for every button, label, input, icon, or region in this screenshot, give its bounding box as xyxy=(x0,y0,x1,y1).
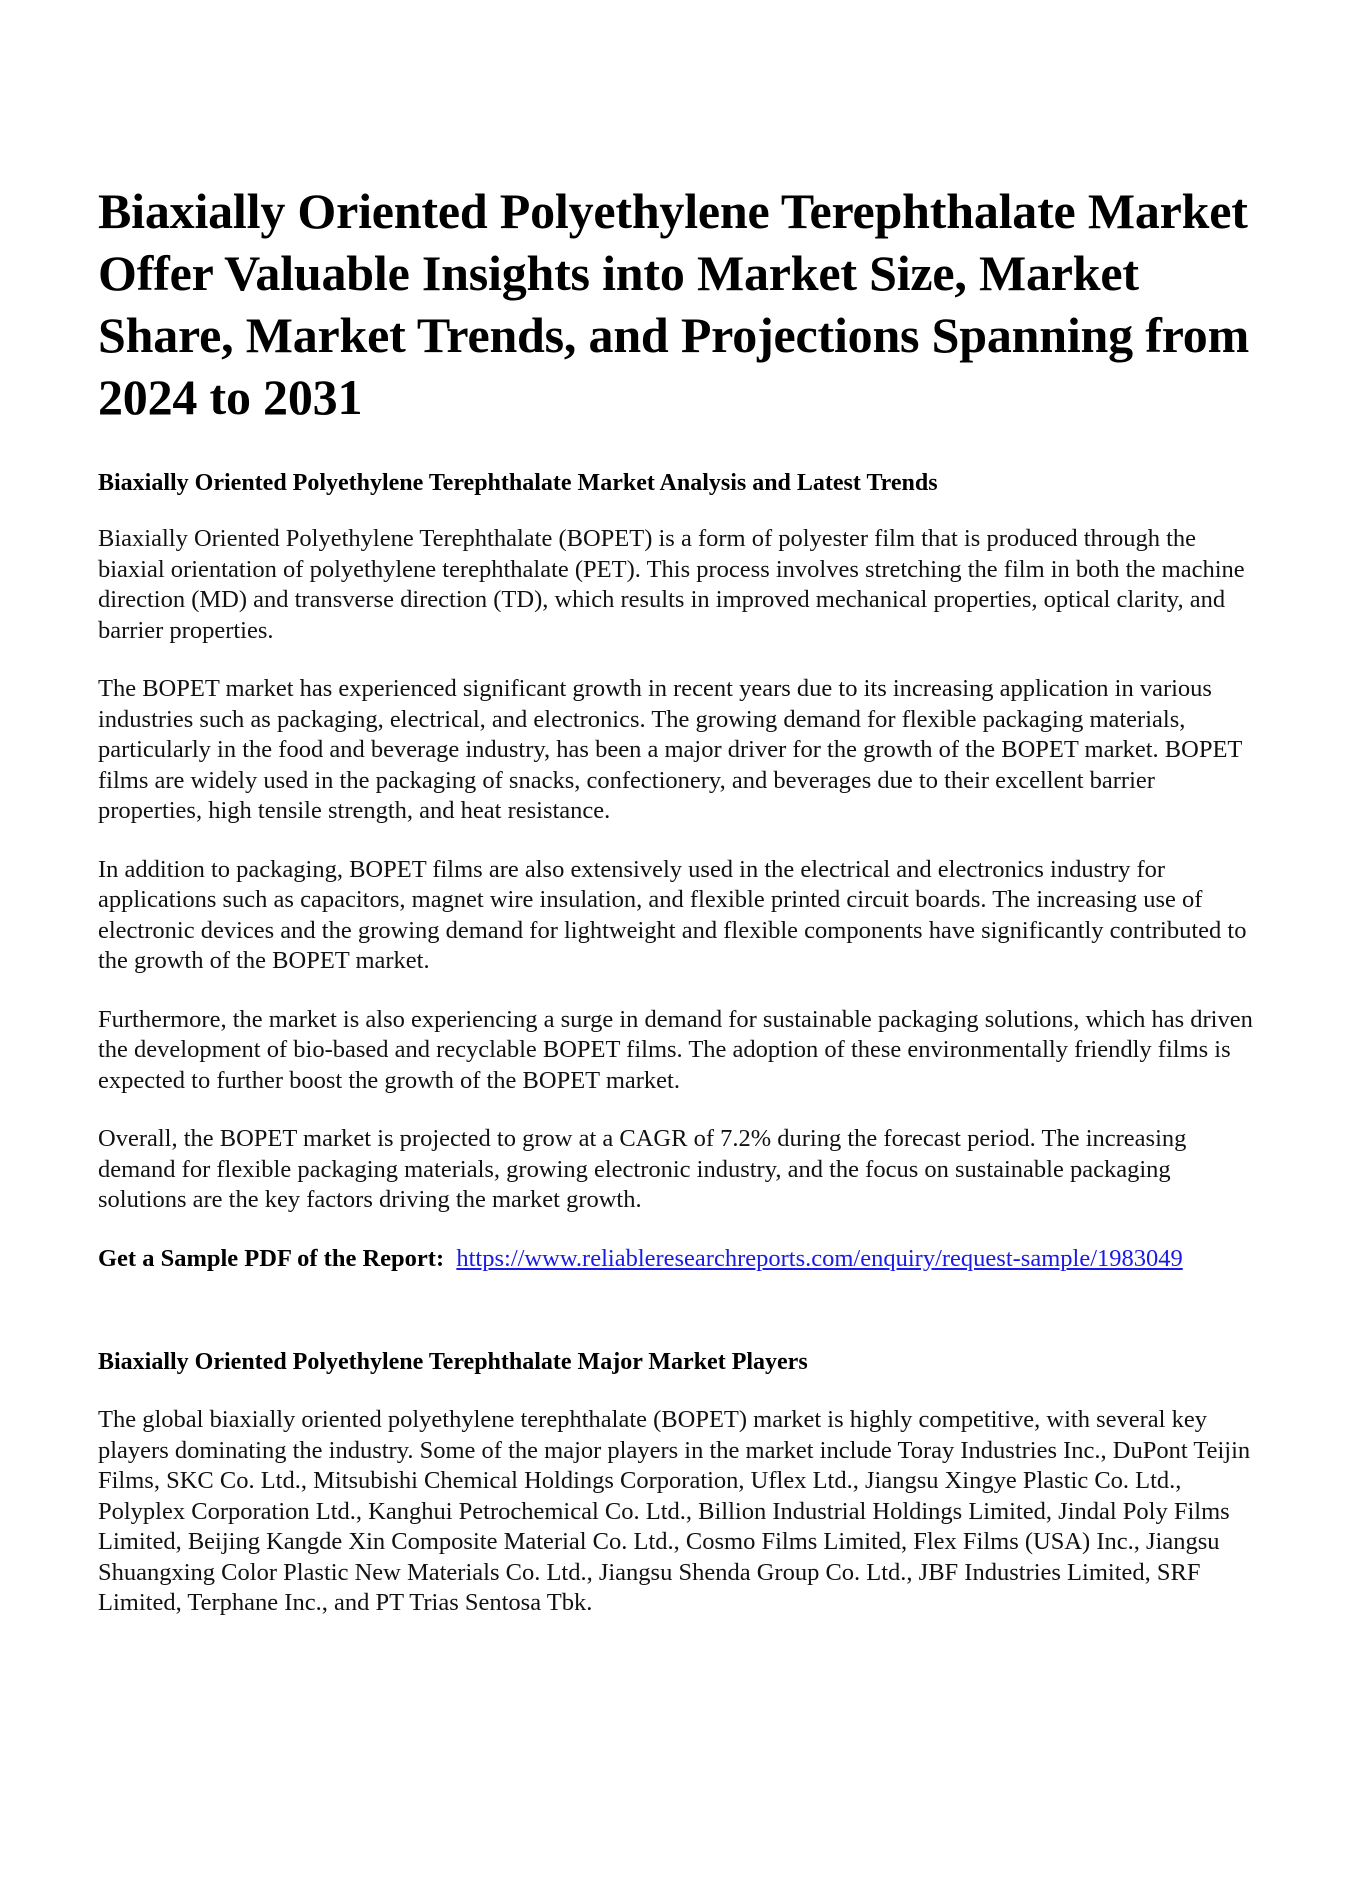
paragraph-bopet-definition: Biaxially Oriented Polyethylene Terephthalate (BOPET) is a form of polyester film that is produced through the biaxial orientation of polyethylene terephthalate (PET). This process involves stretching the film in both the machine direction (MD) and transverse direction (TD), which results in improved mechanical properties, optical clarity, and barrier properties. xyxy=(98,525,1245,644)
section-players xyxy=(98,1347,1263,1619)
paragraph-electronics: In addition to packaging, BOPET films are also extensively used in the electrical and electronics industry for applications such as capacitors, magnet wire insulation, and flexible printed circuit boards. The increasing use of electronic devices and the growing demand for lightweight and flexible components have significantly contributed to the growth of the BOPET market. xyxy=(98,855,1247,974)
section-heading-analysis: Biaxially Oriented Polyethylene Terephthalate Market Analysis and Latest Trends xyxy=(98,470,938,496)
sample-pdf-link[interactable]: https://www.reliableresearchreports.com/enquiry/request-sample/1983049 xyxy=(456,1244,1183,1272)
sample-pdf-line xyxy=(98,1244,1263,1275)
page-title: Biaxially Oriented Polyethylene Terephthalate Market Offer Valuable Insights into Market Size, Market Share, Market Trends, and Projections Spanning from 2024 to 2031 xyxy=(98,183,1250,425)
sample-pdf-label: Get a Sample PDF of the Report: xyxy=(98,1244,445,1272)
paragraph-sustainability: Furthermore, the market is also experiencing a surge in demand for sustainable packaging solutions, which has driven the development of bio-based and recyclable BOPET films. The adoption of these environmentally friendly films is expected to further boost the growth of the BOPET market. xyxy=(98,1005,1253,1094)
document-page xyxy=(98,180,1263,1619)
paragraph-market-growth: The BOPET market has experienced significant growth in recent years due to its increasing application in various industries such as packaging, electrical, and electronics. The growing demand for flexible packaging materials, particularly in the food and beverage industry, has been a major driver for the growth of the BOPET market. BOPET films are widely used in the packaging of snacks, confectionery, and beverages due to their excellent barrier properties, high tensile strength, and heat resistance. xyxy=(98,675,1242,824)
section-heading-players: Biaxially Oriented Polyethylene Terephthalate Major Market Players xyxy=(98,1349,808,1375)
paragraph-major-players: The global biaxially oriented polyethylene terephthalate (BOPET) market is highly competitive, with several key players dominating the industry. Some of the major players in the market include Toray Industries Inc., DuPont Teijin Films, SKC Co. Ltd., Mitsubishi Chemical Holdings Corporation, Uflex Ltd., Jiangsu Xingye Plastic Co. Ltd., Polyplex Corporation Ltd., Kanghui Petrochemical Co. Ltd., Billion Industrial Holdings Limited, Jindal Poly Films Limited, Beijing Kangde Xin Composite Material Co. Ltd., Cosmo Films Limited, Flex Films (USA) Inc., Jiangsu Shuangxing Color Plastic New Materials Co. Ltd., Jiangsu Shenda Group Co. Ltd., JBF Industries Limited, SRF Limited, Terphane Inc., and PT Trias Sentosa Tbk. xyxy=(98,1406,1251,1616)
section-spacer xyxy=(98,1274,1263,1347)
paragraph-cagr-outlook: Overall, the BOPET market is projected to grow at a CAGR of 7.2% during the forecast period. The increasing demand for flexible packaging materials, growing electronic industry, and the focus on sustainable packaging solutions are the key factors driving the market growth. xyxy=(98,1125,1187,1213)
section-analysis xyxy=(98,468,1263,1274)
